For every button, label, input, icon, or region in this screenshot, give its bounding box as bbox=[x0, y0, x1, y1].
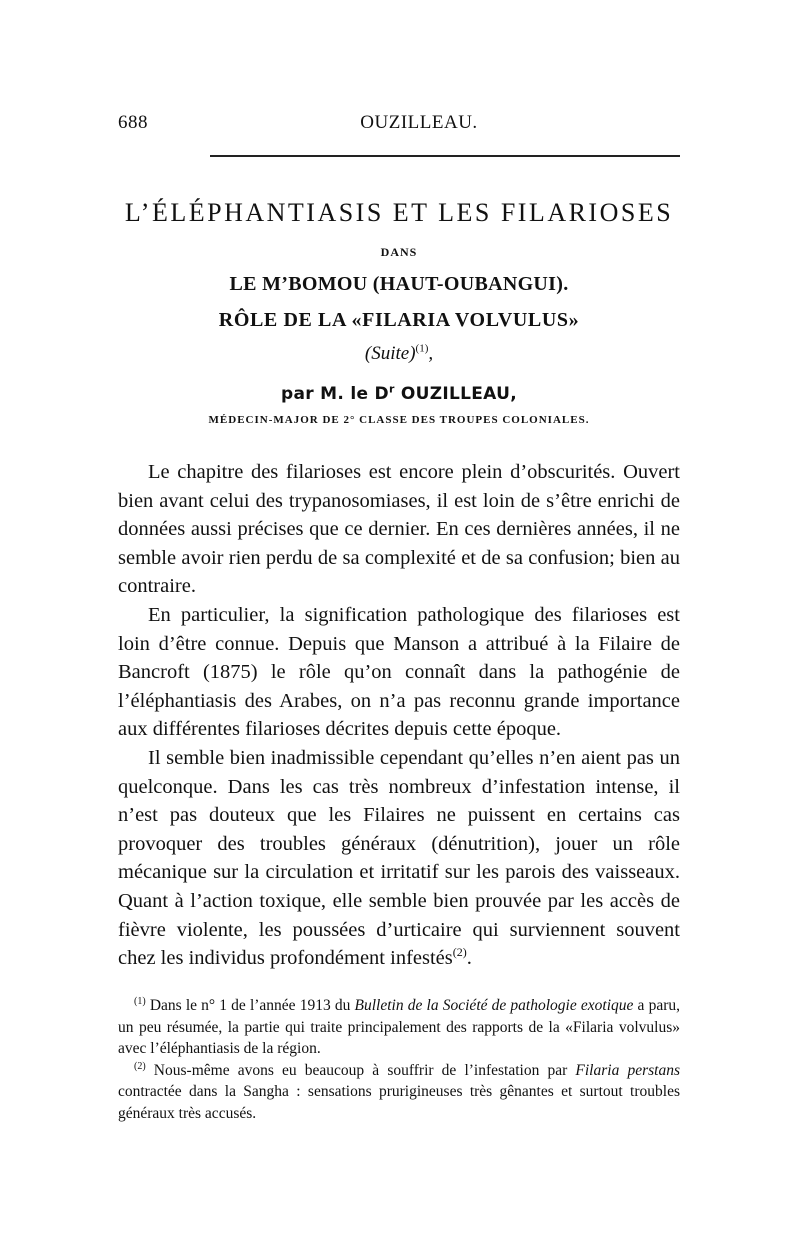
footnote-1-text-b: a paru, un peu résumée, la partie qui traite principalement des rapports de la «Filaria volvulus» avec l’éléphantiasis de la région. bbox=[118, 997, 680, 1057]
running-head bbox=[118, 112, 680, 142]
header-rule bbox=[210, 155, 680, 157]
article-subtitle-role: RÔLE DE LA «FILARIA VOLVULUS» bbox=[218, 309, 580, 331]
footnote-1-journal: Bulletin de la Société de pathologie exotique bbox=[354, 997, 634, 1014]
author-name: OUZILLEAU, bbox=[394, 384, 517, 404]
footnote-1 bbox=[118, 995, 680, 1060]
footnote-ref-1[interactable]: (1) bbox=[415, 342, 429, 355]
footnote-2-species: Filaria perstans bbox=[575, 1061, 680, 1079]
footnotes bbox=[118, 995, 680, 1124]
author-title-sup: r bbox=[388, 382, 395, 396]
footnote-2-text-b: contractée dans la Sangha : sensations prurigineuses très gênantes et surtout troubles généraux très accusés. bbox=[118, 1083, 680, 1122]
footnote-1-text-a: Dans le n° 1 de l’année 1913 du bbox=[145, 997, 355, 1014]
running-title: OUZILLEAU. bbox=[360, 112, 478, 133]
body-text bbox=[118, 458, 680, 973]
suite-comma: , bbox=[428, 343, 434, 364]
footnote-ref-2[interactable]: (2) bbox=[452, 945, 467, 960]
suite-line bbox=[118, 340, 680, 368]
footnote-2 bbox=[118, 1060, 680, 1125]
title-block bbox=[118, 196, 680, 428]
title-connector: DANS bbox=[380, 245, 418, 259]
paragraph-3-text: Il semble bien inadmissible cependant qu’elles n’en aient pas un quelconque. Dans les cas très nombreux d’infestation intense, il n’est pas douteux que les Filaires ne puissent en certains cas provoquer des troubles généraux (dénutrition), jouer un rôle mécanique sur la circulation et irritatif sur les parois des vaisseaux. Quant à l’action toxique, elle semble bien prouvée par les accès de fièvre violente, les poussées d’urticaire qui surviennent souvent chez les individus profondément infestés bbox=[118, 746, 680, 970]
article-title: L’ÉLÉPHANTIASIS ET LES FILARIOSES bbox=[124, 198, 674, 227]
suite-text: (Suite) bbox=[364, 343, 416, 364]
author-prefix: par M. le D bbox=[281, 384, 389, 404]
footnote-1-marker: (1) bbox=[134, 995, 146, 1007]
paragraph-3-end: . bbox=[466, 947, 472, 970]
paragraph-1: Le chapitre des filarioses est encore plein d’obscurités. Ouvert bien avant celui des trypanosomiases, il est loin de s’être enrichi de données aussi précises que ce dernier. En ces dernières années, il ne semble avoir rien perdu de sa complexité et de sa confusion; bien au contraire. bbox=[118, 461, 680, 598]
author-affiliation: MÉDECIN-MAJOR DE 2° CLASSE DES TROUPES COLONIALES. bbox=[208, 414, 590, 426]
author-line bbox=[118, 382, 680, 406]
article-subtitle-region: LE M’BOMOU (HAUT-OUBANGUI). bbox=[229, 273, 569, 295]
page-number: 688 bbox=[118, 112, 148, 133]
paragraph-2: En particulier, la signification pathologique des filarioses est loin d’être connue. Depuis que Manson a attribué à la Filaire de Bancroft (1875) le rôle qu’on connaît dans la pathogénie de l’éléphantiasis des Arabes, on n’a pas reconnu grande importance aux différentes filarioses décrites depuis cette époque. bbox=[118, 603, 680, 741]
footnote-2-marker: (2) bbox=[134, 1060, 146, 1072]
footnote-2-text-a: Nous-même avons eu beaucoup à souffrir de l’infestation par bbox=[145, 1061, 576, 1079]
paragraph-3 bbox=[118, 744, 680, 973]
